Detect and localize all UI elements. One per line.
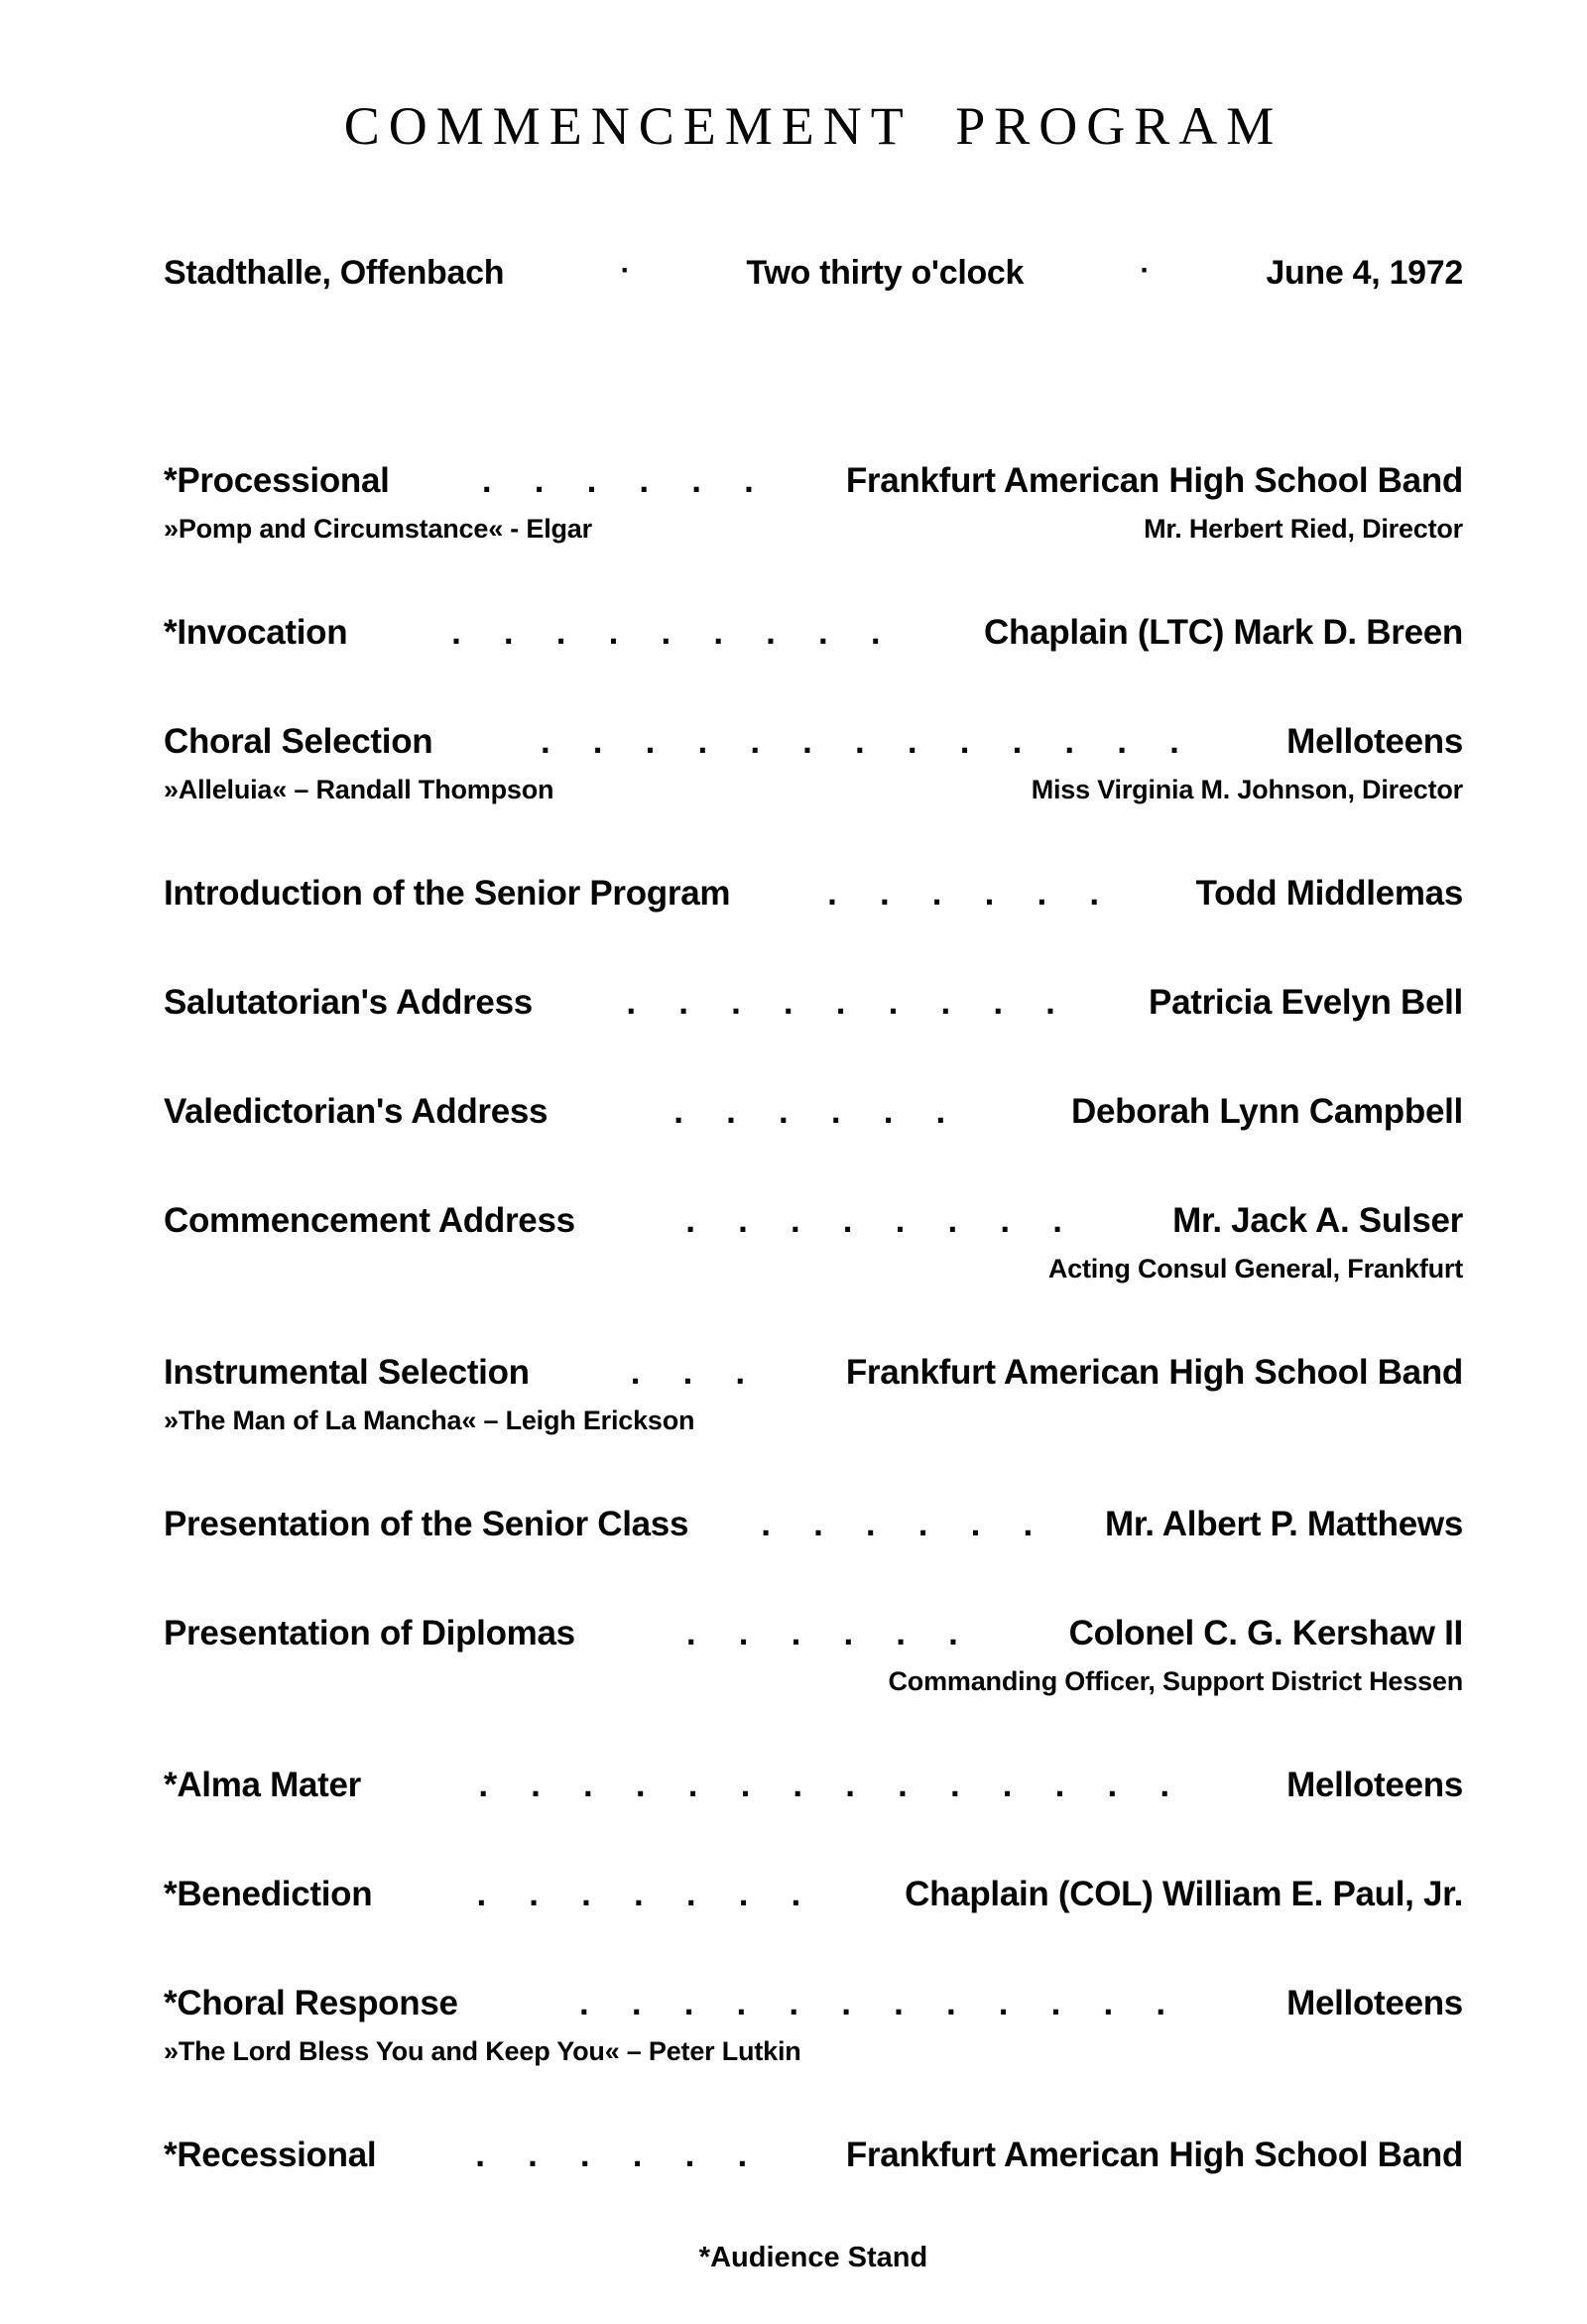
dot-leader: . . . . . . [761,1505,1033,1544]
program-item-label: Commencement Address [164,1201,575,1241]
program-item-subnote [164,1666,1463,1697]
program-item-invocation [164,612,1463,654]
program-item-introduction-senior-program [164,873,1463,915]
program-item-main [164,1091,1463,1133]
program-item-performer: Mr. Albert P. Matthews [1105,1505,1463,1544]
program-item-performer: Melloteens [1286,722,1463,762]
program-item-choral-response [164,1983,1463,2067]
program-item-performer: Frankfurt American High School Band [845,1353,1463,1393]
program-item-main [164,1765,1463,1806]
program-item-presentation-senior-class [164,1504,1463,1545]
program-item-main [164,1352,1463,1394]
program-item-label: *Choral Response [164,1984,458,2023]
program-item-main [164,1613,1463,1654]
program-item-main [164,1504,1463,1545]
program-item-main [164,1983,1463,2024]
program-item-subnote [164,514,1463,545]
program-item-label: Choral Selection [164,722,433,762]
music-piece-note: »The Lord Bless You and Keep You« – Peter Lutkin [164,2036,801,2067]
program-item-performer: Melloteens [1286,1766,1463,1805]
program-item-label: Valedictorian's Address [164,1092,549,1132]
program-item-label: *Benediction [164,1875,373,1914]
program-item-subnote [164,775,1463,805]
program-item-subnote [164,1406,1463,1436]
program-item-main [164,721,1463,763]
dot-leader: . . . [630,1353,745,1393]
program-item-performer: Chaplain (COL) William E. Paul, Jr. [905,1875,1463,1914]
program-item-label: *Recessional [164,2136,377,2175]
program-item-main [164,460,1463,502]
program-item-valedictorians-address [164,1091,1463,1133]
dot-leader: . . . . . . . . . . . . [579,1984,1165,2023]
program-item-performer: Melloteens [1286,1984,1463,2023]
director-note: Miss Virginia M. Johnson, Director [1031,775,1463,805]
program-item-main [164,982,1463,1024]
page-title: COMMENCEMENT PROGRAM [343,96,1283,156]
dot-leader: . . . . . . [827,874,1099,914]
program-item-label: Introduction of the Senior Program [164,874,731,914]
program-item-performer: Frankfurt American High School Band [845,2136,1463,2175]
program-item-performer: Todd Middlemas [1195,874,1463,914]
program-item-performer: Patricia Evelyn Bell [1149,983,1463,1023]
dot-leader: . . . . . . . . [685,1201,1062,1241]
program-item-main [164,2135,1463,2176]
program-item-main [164,1200,1463,1242]
program-item-subnote [164,2036,1463,2067]
program-item-label: *Alma Mater [164,1766,361,1805]
event-info-line [164,256,1463,290]
program-item-label: *Invocation [164,613,348,653]
dot-leader: . . . . . . . . . . . . . . [478,1766,1169,1805]
program-item-recessional [164,2135,1463,2176]
music-piece-note: »The Man of La Mancha« – Leigh Erickson [164,1406,695,1436]
program-item-performer: Chaplain (LTC) Mark D. Breen [984,613,1463,653]
program-item-performer: Deborah Lynn Campbell [1071,1092,1463,1132]
program-item-main [164,1874,1463,1915]
dot-leader: . . . . . . . . . [626,983,1055,1023]
separator-dot: · [1140,254,1151,287]
dot-leader: . . . . . . [481,461,754,500]
event-date: June 4, 1972 [1266,254,1463,292]
program-item-processional [164,460,1463,545]
program-item-label: Presentation of the Senior Class [164,1505,689,1544]
speaker-title-note: Commanding Officer, Support District Hessen [888,1666,1463,1697]
program-item-performer: Colonel C. G. Kershaw II [1068,1614,1463,1653]
event-venue: Stadthalle, Offenbach [164,254,505,292]
program-item-presentation-diplomas [164,1613,1463,1697]
dot-leader: . . . . . . . . . [451,613,881,653]
program-item-performer: Frankfurt American High School Band [845,461,1463,500]
director-note: Mr. Herbert Ried, Director [1144,514,1463,544]
program-item-commencement-address [164,1200,1463,1284]
program-item-label: Presentation of Diplomas [164,1614,575,1653]
dot-leader: . . . . . . [475,2136,747,2175]
audience-stand-footnote: *Audience Stand [698,2242,928,2274]
program-item-salutatorians-address [164,982,1463,1024]
program-item-main [164,873,1463,915]
program-item-instrumental-selection [164,1352,1463,1436]
program-item-label: Instrumental Selection [164,1353,530,1393]
program-item-performer: Mr. Jack A. Sulser [1172,1201,1463,1241]
program-item-choral-selection [164,721,1463,805]
music-piece-note: »Pomp and Circumstance« - Elgar [164,514,592,544]
program-item-subnote [164,1254,1463,1284]
dot-leader: . . . . . . [685,1614,958,1653]
dot-leader: . . . . . . . [476,1875,800,1914]
music-piece-note: »Alleluia« – Randall Thompson [164,775,554,805]
program-list [164,460,1463,2176]
program-item-main [164,612,1463,654]
speaker-title-note: Acting Consul General, Frankfurt [1047,1254,1463,1284]
program-item-benediction [164,1874,1463,1915]
program-item-label: Salutatorian's Address [164,983,533,1023]
program-item-label: *Processional [164,461,390,500]
event-time: Two thirty o'clock [746,254,1025,292]
separator-dot: · [620,254,631,287]
program-item-alma-mater [164,1765,1463,1806]
dot-leader: . . . . . . . . . . . . . [540,722,1179,762]
dot-leader: . . . . . . [673,1092,945,1132]
